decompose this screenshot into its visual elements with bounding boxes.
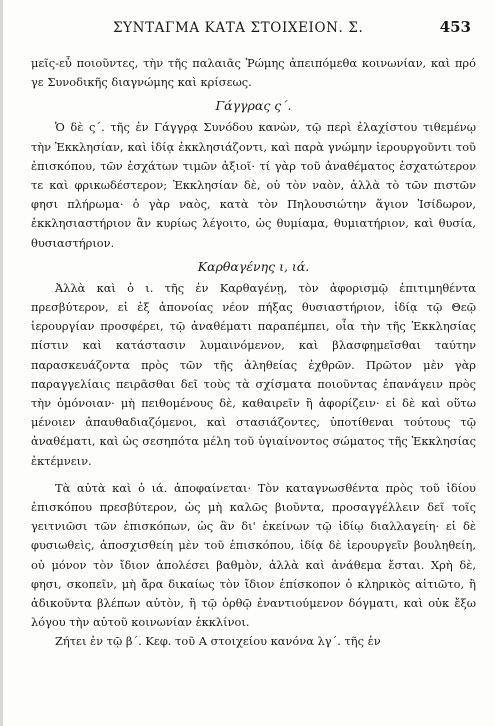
paragraph-gangra: Ὁ δὲ ς΄. τῆς ἐν Γάγγρᾳ Συνόδου κανὼν, τῷ περὶ ἐλαχίστου τιθεμένῳ τὴν Ἐκκλησίαν, καὶ ἰδίᾳ ἐκκλησιάζοντι, καὶ παρὰ γνώμην ἱερουργοῦντι τοῦ ἐπισκόπου, τῶν ἐσχάτων τιμῶν ἀξιοῖ· τί γὰρ τοῦ ἀναθέματος ἐσχατώτερον τε καὶ φρικωδέστερον; Ἐκκλησίαν δὲ, οὐ τὸν ναὸν, ἀλλὰ τὸ τῶν πιστῶν φησι πλήρωμα· ὁ γὰρ ναὸς, κατὰ τὸν Πηλουσιώτην ἅγιον Ἰσίδωρον, ἐκκλησιαστήριον ἂν κυρίως λέγοιτο, ὡς θυμίαμα, θυμιατήριον, καὶ θυσία, θυσιαστήριον. — [31, 120, 476, 250]
paragraph-gap — [31, 471, 476, 479]
section-heading-carthage: Καρθαγένης ι, ιά. — [197, 258, 310, 274]
section-heading-gangra: Γάγγρας ς΄. — [215, 98, 292, 114]
page-number: 453 — [439, 18, 471, 36]
running-head — [3, 20, 495, 42]
page-body — [31, 54, 476, 652]
continuation-paragraph: μεῖς-εὖ ποιοῦντες, τὴν τῆς παλαιᾶς Ῥώμης ἀπειπόμεθα κοινωνίαν, καὶ πρό γε Συνοδικῆς διαγνώμης καὶ κρίσεως. — [31, 56, 476, 90]
paragraph-carthage-10: Ἀλλὰ καὶ ὁ ι. τῆς ἐν Καρθαγένῃ, τὸν ἀφορισμῷ ἐπιτιμηθέντα πρεσβύτερον, εἰ ἐξ ἀπονοίας νέον πήξας θυσιαστήριον, ἰδίᾳ τῷ Θεῷ ἱερουργίαν προσφέρει, τῷ ἀναθέματι παραπέμπει, οἷα τὴν τῆς Ἐκκλησίας πίστιν καὶ κατάστασιν λυμαινόμενον, καὶ βλασφημεῖσθαι ταύτην παρασκευάζοντα πρὸς τῶν τῆς ἀληθείας ἐχθρῶν. Πρῶτον μὲν γὰρ παραγγελίαις πειρᾶσθαι δεῖ τοὺς τὰ σχίσματα ποιοῦντας ἐπανάγειν πρὸς τὴν ὁμόνοιαν· μὴ πειθομένους δὲ, καθαιρεῖν ἢ ἀφορίζειν· εἰ δὲ καὶ οὕτω μένοιεν ἀπαυθαδιαζόμενοι, καὶ στασιάζοντες, ὑποτίθεναι τούτους τῷ ἀναθέματι, καὶ ὡς σεσηπότα μέλη τοῦ ὑγιαίνοντος σώματος τῆς Ἐκκλησίας ἐκτέμνειν. — [31, 280, 476, 468]
paragraph-carthage-11: Τὰ αὐτὰ καὶ ὁ ιά. ἀποφαίνεται· Τὸν καταγνωσθέντα πρὸς τοῦ ἰδίου ἐπισκόπου πρεσβύτερον, ὡς μὴ καλῶς βιοῦντα, προσαγγέλλειν δεῖ τοῖς γειτνιῶσι τῶν ἐπισκόπων, ὡς ἂν δι' ἐκείνων τῷ ἰδίῳ διαλλαγείη· εἰ δὲ φυσιωθεὶς, ἀποσχισθείη μὲν τοῦ ἐπισκόπου, ἰδίᾳ δὲ ἱερουργεῖν βουληθείη, οὐ μόνον τὸν ἴδιον ἀπολέσει βαθμὸν, ἀλλὰ καὶ ἀνάθεμα ἔσται. Χρὴ δὲ, φησι, σκοπεῖν, μὴ ἄρα δικαίως τὸν ἴδιον ἐπίσκοπον ὁ κληρικὸς αἰτιῶτο, ἢ ἀδικοῦντα βλέπων αὐτὸν, ἢ τῷ ὀρθῷ ἐναντιούμενον δόγματι, καὶ οὐκ ἔξω λόγου τὴν αὐτοῦ κοινωνίαν ἐκκλίνοι. — [31, 480, 476, 630]
paragraph-cross-reference: Ζήτει ἐν τῷ β΄. Κεφ. τοῦ Α στοιχείου κανόνα λγ΄. τῆς ἐν — [55, 634, 381, 649]
running-title: ΣΥΝΤΑΓΜΑ ΚΑΤΑ ΣΤΟΙΧΕΙΟΝ. Σ. — [113, 20, 364, 36]
